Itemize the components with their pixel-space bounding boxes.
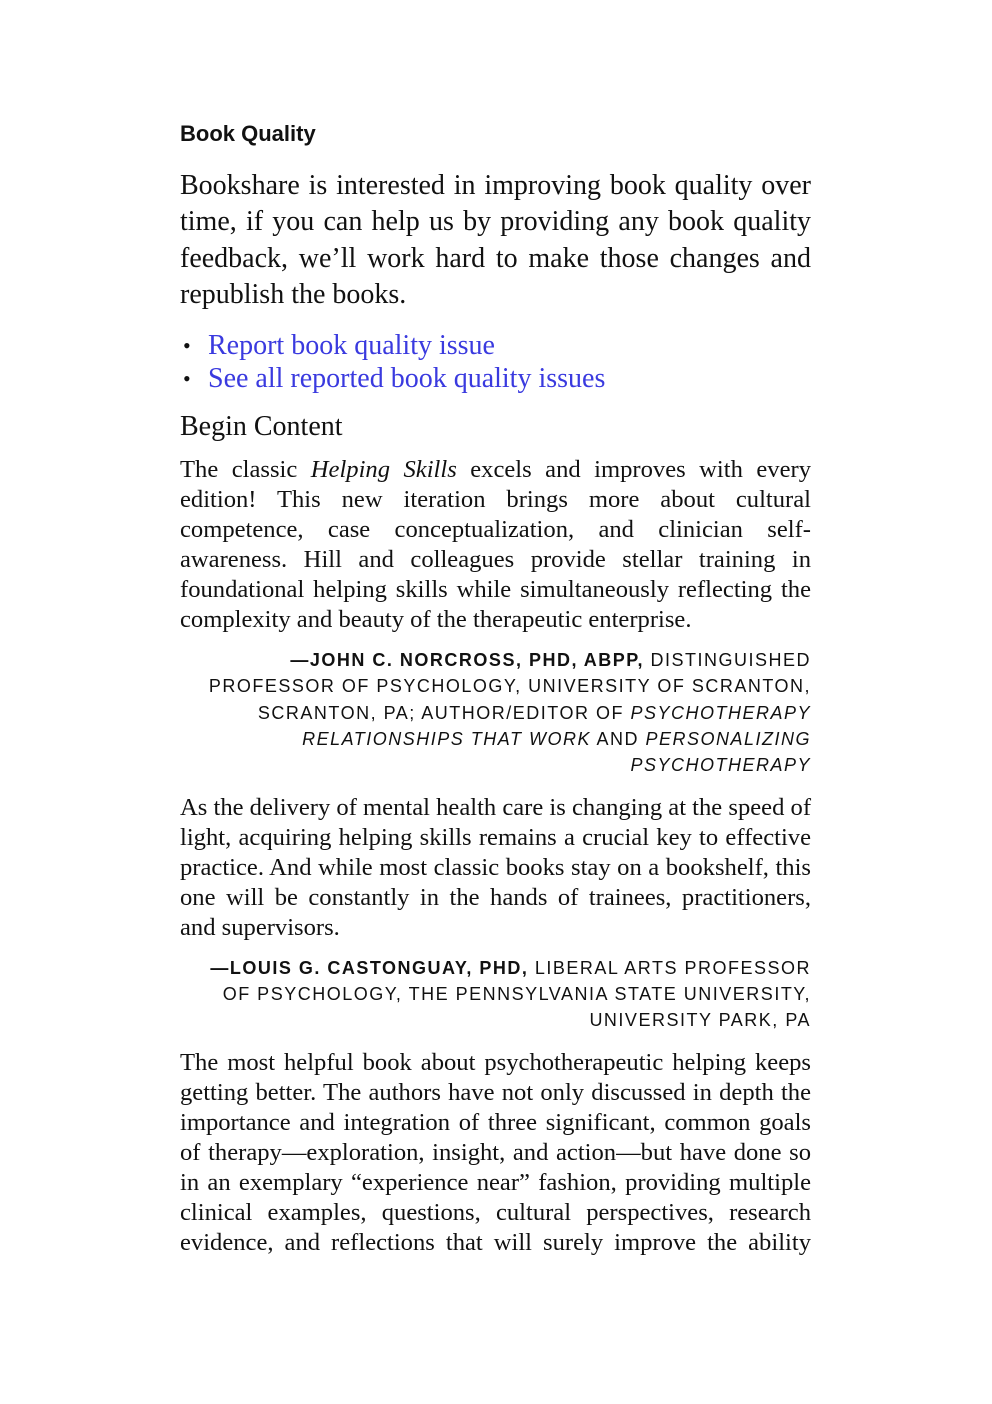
attribution-1-name: —JOHN C. NORCROSS, PHD, ABPP, xyxy=(290,650,644,671)
see-all-issues-link[interactable]: See all reported book quality issues xyxy=(208,363,606,395)
quote-1-text-b: excels and improves with every edition! This new iteration brings more about cultural competence, case conceptualization, and clinician self-awareness. Hill and colleagues provide stellar training in foundational helping skills while simultaneously reflecting the complexity and beauty of the therapeutic enterprise. xyxy=(180,456,811,634)
attribution-1-and: AND xyxy=(590,729,646,750)
book-quality-heading: Book Quality xyxy=(180,121,316,146)
quote-1-book-title: Helping Skills xyxy=(310,456,457,484)
endorsement-attribution-2 xyxy=(180,955,811,1034)
bullet-icon: • xyxy=(183,366,191,392)
endorsement-quote-2: As the delivery of mental health care is changing at the speed of light, acquiring helping skills remains a crucial key to effective practice. And while most classic books stay on a bookshelf, this one will be constantly in the hands of trainees, practitioners, and supervisors. xyxy=(180,793,812,941)
endorsement-quote-3: The most helpful book about psychotherapeutic helping keeps getting better. The authors have not only discussed in depth the importance and integration of three significant, common goals of therapy—exploration, insight, and action—but have done so in an exemplary “experience near” fashion, providing multiple clinical examples, questions, cultural perspectives, research evidence, and reflections that will surely improve the ability xyxy=(180,1048,811,1256)
attribution-1-title: DISTINGUISHED PROFESSOR OF PSYCHOLOGY, UNIVERSITY OF SCRANTON, SCRANTON, PA; AUTHOR/EDITOR OF xyxy=(208,650,811,723)
link-item-see-all xyxy=(180,362,811,395)
report-quality-issue-link[interactable]: Report book quality issue xyxy=(208,330,495,362)
attribution-2-title: LIBERAL ARTS PROFESSOR OF PSYCHOLOGY, THE PENNSYLVANIA STATE UNIVERSITY, UNIVERSITY PARK, PA xyxy=(222,957,811,1031)
attribution-2-name: —LOUIS G. CASTONGUAY, PHD, xyxy=(210,957,529,978)
page-content xyxy=(180,118,811,1270)
attribution-1-book-2: PERSONALIZING PSYCHOTHERAPY xyxy=(630,729,811,776)
endorsement-quote-1 xyxy=(180,455,811,635)
book-quality-links xyxy=(180,329,811,395)
book-quality-intro: Bookshare is interested in improving book quality over time, if you can help us by providing any book quality feedback, we’ll work hard to make those changes and republish the books. xyxy=(180,170,811,310)
quote-1-text-a: The classic xyxy=(180,456,311,484)
endorsement-attribution-1 xyxy=(180,647,811,778)
attribution-1-book-1: PSYCHOTHERAPY RELATIONSHIPS THAT WORK xyxy=(302,702,811,750)
bullet-icon: • xyxy=(183,333,191,359)
link-item-report xyxy=(180,329,811,362)
begin-content-label: Begin Content xyxy=(180,411,343,443)
